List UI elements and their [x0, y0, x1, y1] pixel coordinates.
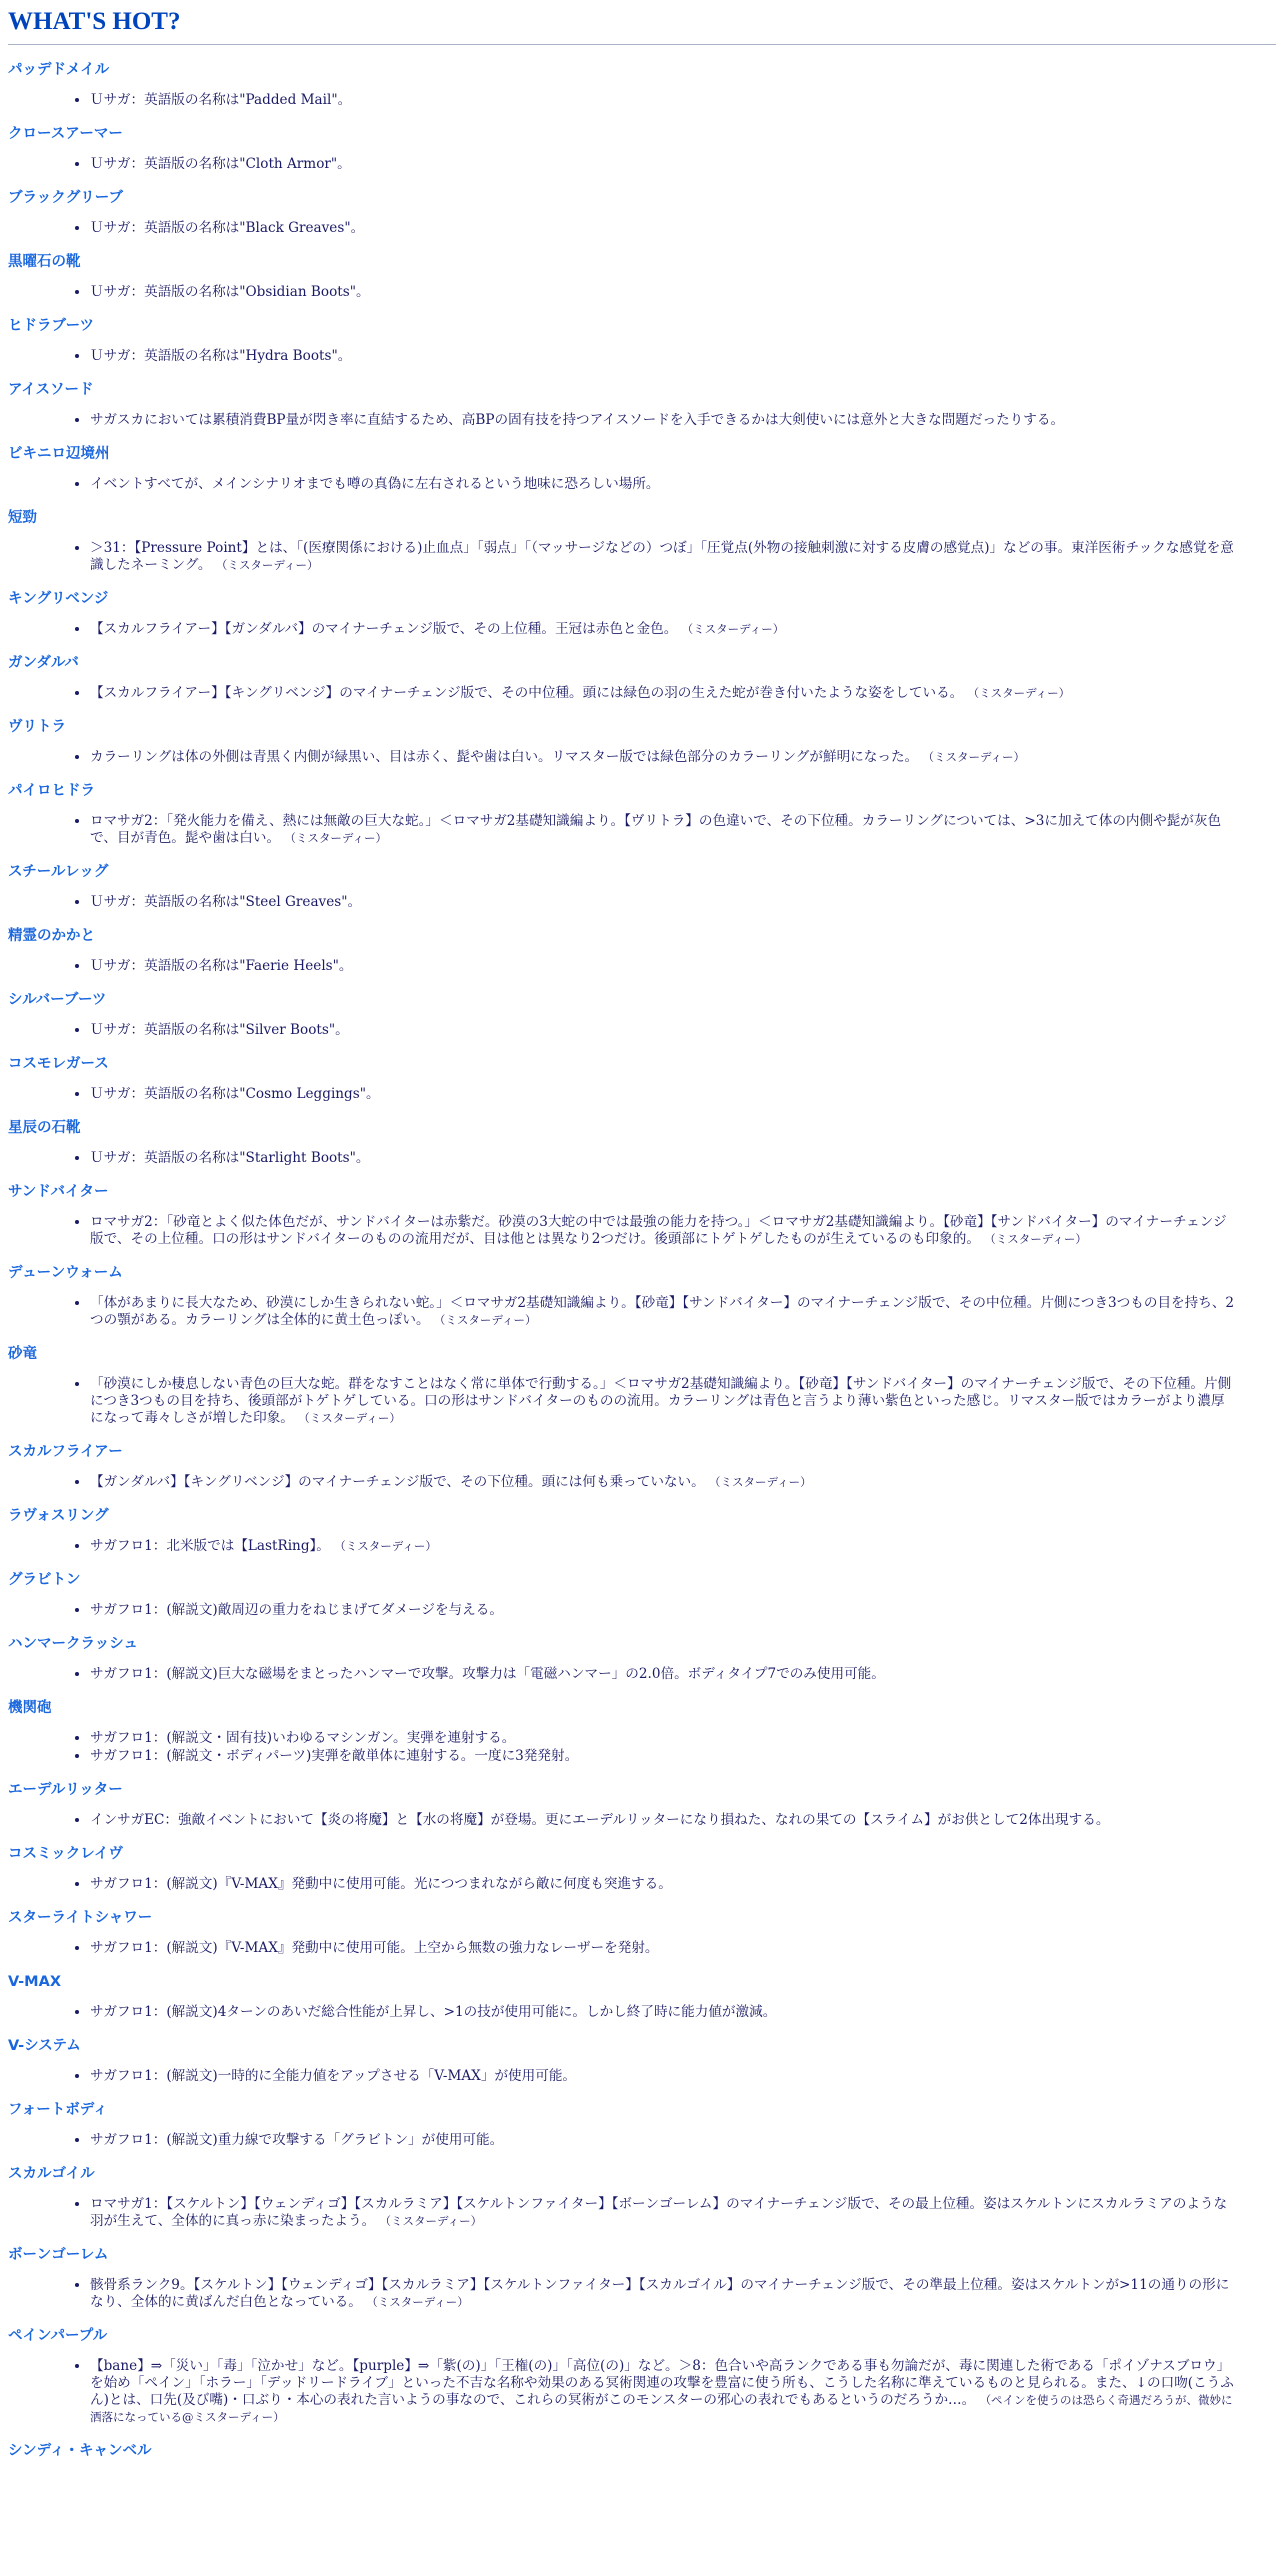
- glossary-entry: [8, 1442, 1276, 1491]
- entry-description-item: [90, 1812, 1276, 1829]
- entry-description-item: [90, 476, 1276, 493]
- entry-description-item: [90, 220, 1276, 237]
- glossary-entry: [8, 1972, 1276, 2021]
- entry-term-link[interactable]: ガンダルバ: [8, 655, 79, 671]
- entry-description-text: Ｕサガ：英語版の名称は"Starlight Boots"。: [90, 1150, 370, 1166]
- entry-description-item: [90, 412, 1276, 429]
- entry-description-list: [8, 2004, 1276, 2021]
- glossary-entry: [8, 2326, 1276, 2426]
- glossary-entry: [8, 508, 1276, 574]
- entry-author-note: （ミスターディー）: [967, 686, 1071, 700]
- entry-term-link[interactable]: クロースアーマー: [8, 126, 123, 142]
- entry-description-text: Ｕサガ：英語版の名称は"Padded Mail"。: [90, 92, 352, 108]
- glossary-entry: [8, 717, 1276, 766]
- entry-description-item: [90, 2277, 1276, 2311]
- entry-term-link[interactable]: シルバーブーツ: [8, 992, 107, 1008]
- glossary-entry: [8, 781, 1276, 847]
- entry-description-text: インサガEC：強敵イベントにおいて【炎の将魔】と【水の将魔】が登場。更にエーデルリッターになり損ねた、なれの果ての【スライム】がお供として2体出現する。: [90, 1812, 1110, 1828]
- entry-description-item: [90, 685, 1276, 702]
- entry-term-link[interactable]: 機関砲: [8, 1700, 52, 1716]
- entry-term-link[interactable]: コスミックレイヴ: [8, 1846, 123, 1862]
- entry-description-text: 【スカルフライアー】【キングリベンジ】のマイナーチェンジ版で、その中位種。頭には緑色の羽の生えた蛇が巻き付いたような姿をしている。: [90, 685, 964, 701]
- entry-description-list: [8, 1538, 1276, 1555]
- entry-description-text: サガフロ1：(解説文)『V-MAX』発動中に使用可能。光につつまれながら敵に何度も突進する。: [90, 1876, 672, 1892]
- entry-description-text: サガフロ1：(解説文)4ターンのあいだ総合性能が上昇し、>1の技が使用可能に。しかし終了時に能力値が激減。: [90, 2004, 777, 2020]
- entry-term-link[interactable]: ビキニロ辺境州: [8, 446, 110, 462]
- entry-term-link[interactable]: ブラックグリーブ: [8, 190, 123, 206]
- entry-term-link[interactable]: ペインパープル: [8, 2328, 108, 2344]
- entry-description-text: 「砂漠にしか棲息しない青色の巨大な蛇。群をなすことはなく常に単体で行動する。」＜ロマサガ2基礎知識編より。【砂竜】【サンドバイター】のマイナーチェンジ版で、その下位種。片側につき3つもの目を持ち、後頭部がトゲトゲしている。口の形はサンドバイターのものの流用。カラーリングは青色と言うより薄い紫色といった感じ。リマスター版ではカラーがより濃厚になって毒々しさが増した印象。: [90, 1376, 1232, 1426]
- entry-term-link[interactable]: ヴリトラ: [8, 719, 66, 735]
- entry-description-text: 【ガンダルバ】【キングリベンジ】のマイナーチェンジ版で、その下位種。頭には何も乗っていない。: [90, 1474, 705, 1490]
- glossary-entry: [8, 1634, 1276, 1683]
- entry-description-list: [8, 1022, 1276, 1039]
- entry-description-list: [8, 1295, 1276, 1329]
- entry-description-list: [8, 1376, 1276, 1427]
- entry-description-item: [90, 1748, 1276, 1765]
- entry-term-link[interactable]: 精霊のかかと: [8, 928, 95, 944]
- entry-description-text: Ｕサガ：英語版の名称は"Hydra Boots"。: [90, 348, 352, 364]
- glossary-entry: [8, 2441, 1276, 2461]
- entry-description-list: [8, 685, 1276, 702]
- entry-description-item: [90, 1150, 1276, 1167]
- entry-description-item: [90, 1940, 1276, 1957]
- entry-description-list: [8, 348, 1276, 365]
- entry-description-text: 【スカルフライアー】【ガンダルバ】のマイナーチェンジ版で、その上位種。王冠は赤色と金色。: [90, 621, 678, 637]
- entry-description-list: [8, 958, 1276, 975]
- entry-description-list: [8, 2068, 1276, 2085]
- glossary-entry: [8, 1698, 1276, 1765]
- entry-description-item: [90, 958, 1276, 975]
- entry-description-item: [90, 284, 1276, 301]
- entry-term-link[interactable]: 星辰の石靴: [8, 1120, 81, 1136]
- entry-description-item: [90, 1295, 1276, 1329]
- entry-author-note: （ペインを使うのは恐らく奇遇だろうが、微妙に洒落になっている@ミスターディー）: [90, 2393, 1233, 2424]
- entry-description-list: [8, 284, 1276, 301]
- entry-term-link[interactable]: スターライトシャワー: [8, 1910, 153, 1926]
- entry-term-link[interactable]: スカルゴイル: [8, 2166, 95, 2182]
- entry-description-item: [90, 1086, 1276, 1103]
- entry-description-list: [8, 220, 1276, 237]
- entry-description-item: [90, 749, 1276, 766]
- entry-description-text: Ｕサガ：英語版の名称は"Cosmo Leggings"。: [90, 1086, 380, 1102]
- entry-description-item: [90, 2132, 1276, 2149]
- entry-term-link[interactable]: 砂竜: [8, 1346, 37, 1362]
- entry-description-list: [8, 1086, 1276, 1103]
- entry-description-list: [8, 1150, 1276, 1167]
- entry-author-note: （ミスターディー）: [215, 558, 319, 572]
- entry-author-note: （ミスターディー）: [379, 2214, 483, 2228]
- entry-description-item: [90, 348, 1276, 365]
- entry-author-note: （ミスターディー）: [366, 2295, 469, 2309]
- entry-description-list: [8, 813, 1276, 847]
- entry-term-link[interactable]: フォートボディ: [8, 2102, 108, 2118]
- entry-description-list: [8, 2132, 1276, 2149]
- entry-description-text: サガフロ1：(解説文・固有技)いわゆるマシンガン。実弾を連射する。: [90, 1730, 516, 1746]
- entry-description-text: Ｕサガ：英語版の名称は"Cloth Armor"。: [90, 156, 351, 172]
- glossary-entry: [8, 926, 1276, 975]
- entry-description-item: [90, 1730, 1276, 1747]
- glossary-entry: [8, 444, 1276, 493]
- entry-term-link[interactable]: ハンマークラッシュ: [8, 1636, 138, 1652]
- glossary-entry: [8, 1054, 1276, 1103]
- entry-description-item: [90, 1022, 1276, 1039]
- glossary-entry: [8, 2164, 1276, 2230]
- glossary-entry: [8, 1263, 1276, 1329]
- glossary-entry: [8, 188, 1276, 237]
- entry-author-note: （ミスターディー）: [298, 1411, 401, 1425]
- entry-description-text: ロマサガ1：【スケルトン】【ウェンディゴ】【スカルラミア】【スケルトンファイター】【ボーンゴーレム】のマイナーチェンジ版で、その最上位種。姿はスケルトンにスカルラミアのような羽が生えて、全体的に真っ赤に染まったよう。: [90, 2196, 1228, 2229]
- entry-term-link[interactable]: パイロヒドラ: [8, 783, 95, 799]
- entry-description-list: [8, 894, 1276, 911]
- entry-description-list: [8, 1474, 1276, 1491]
- entry-description-text: イベントすべてが、メインシナリオまでも噂の真偽に左右されるという地味に恐ろしい場所。: [90, 476, 660, 492]
- entry-description-list: [8, 476, 1276, 493]
- entry-description-text: Ｕサガ：英語版の名称は"Steel Greaves"。: [90, 894, 362, 910]
- glossary-entry: [8, 1344, 1276, 1427]
- entry-description-list: [8, 749, 1276, 766]
- entry-term-link[interactable]: ラヴォスリング: [8, 1508, 109, 1524]
- entry-description-text: ロマサガ2：「砂竜とよく似た体色だが、サンドバイターは赤紫だ。砂漠の3大蛇の中では最強の能力を持つ。」＜ロマサガ2基礎知識編より。【砂竜】【サンドバイター】のマイナーチェンジ版で、その上位種。口の形はサンドバイターのものの流用だが、目は他とは異なり2つだけ。後頭部にトゲトゲしたものが生えているのも印象的。: [90, 1214, 1227, 1247]
- entry-description-item: [90, 1474, 1276, 1491]
- entry-description-text: Ｕサガ：英語版の名称は"Obsidian Boots"。: [90, 284, 370, 300]
- glossary-entry: [8, 1182, 1276, 1248]
- entry-description-text: サガスカにおいては累積消費BP量が閃き率に直結するため、高BPの固有技を持つアイスソードを入手できるかは大剣使いには意外と大きな問題だったりする。: [90, 412, 1065, 428]
- glossary-entry: [8, 1506, 1276, 1555]
- entry-term-link[interactable]: V-システム: [8, 2038, 81, 2054]
- entry-term-link[interactable]: シンディ・キャンベル: [8, 2443, 152, 2459]
- entry-description-text: Ｕサガ：英語版の名称は"Faerie Heels"。: [90, 958, 353, 974]
- entry-description-list: [8, 2277, 1276, 2311]
- entry-term-link[interactable]: アイスソード: [8, 382, 94, 398]
- glossary-entry: [8, 2100, 1276, 2149]
- entry-term-link[interactable]: パッデドメイル: [8, 62, 110, 78]
- entry-term-link[interactable]: キングリベンジ: [8, 591, 109, 607]
- entry-description-text: カラーリングは体の外側は青黒く内側が緑黒い、目は赤く、髭や歯は白い。リマスター版では緑色部分のカラーリングが鮮明になった。: [90, 749, 919, 765]
- entry-description-item: [90, 92, 1276, 109]
- entry-description-item: [90, 1876, 1276, 1893]
- glossary-entry: [8, 862, 1276, 911]
- entry-description-text: ロマサガ2：「発火能力を備え、熱には無敵の巨大な蛇。」＜ロマサガ2基礎知識編より。【ヴリトラ】の色違いで、その下位種。カラーリングについては、>3に加えて体の内側や髭が灰色で、目が青色。髭や歯は白い。: [90, 813, 1222, 846]
- entry-term-link[interactable]: 短勁: [8, 510, 37, 526]
- entry-description-item: [90, 2358, 1276, 2426]
- entry-author-note: （ミスターディー）: [334, 1539, 437, 1553]
- glossary-entry: [8, 380, 1276, 429]
- entry-description-text: 「体があまりに長大なため、砂漠にしか生きられない蛇。」＜ロマサガ2基礎知識編より。【砂竜】【サンドバイター】のマイナーチェンジ版で、その中位種。片側につき3つもの目を持ち、2つの顎がある。カラーリングは全体的に黄土色っぽい。: [90, 1295, 1235, 1328]
- entry-term-link[interactable]: ボーンゴーレム: [8, 2247, 109, 2263]
- entry-term-link[interactable]: 黒曜石の靴: [8, 254, 81, 270]
- glossary-entry: [8, 60, 1276, 109]
- glossary-entry: [8, 1844, 1276, 1893]
- glossary-entry: [8, 589, 1276, 638]
- entry-description-text: サガフロ1：(解説文)敵周辺の重力をねじまげてダメージを与える。: [90, 1602, 503, 1618]
- entry-description-text: Ｕサガ：英語版の名称は"Silver Boots"。: [90, 1022, 349, 1038]
- entry-description-list: [8, 1666, 1276, 1683]
- entry-description-item: [90, 2196, 1276, 2230]
- glossary-entry: [8, 2245, 1276, 2311]
- glossary-entry: [8, 1908, 1276, 1957]
- entry-term-link[interactable]: コスモレガース: [8, 1056, 109, 1072]
- glossary-entry: [8, 2036, 1276, 2085]
- entry-author-note: （ミスターディー）: [709, 1475, 812, 1489]
- glossary-entry: [8, 316, 1276, 365]
- glossary-entry: [8, 653, 1276, 702]
- entry-author-note: （ミスターディー）: [984, 1232, 1087, 1246]
- entry-description-item: [90, 1666, 1276, 1683]
- entry-description-list: [8, 1812, 1276, 1829]
- glossary-entry: [8, 124, 1276, 173]
- glossary-entry: [8, 1118, 1276, 1167]
- entry-author-note: （ミスターディー）: [922, 750, 1026, 764]
- entry-description-item: [90, 894, 1276, 911]
- entry-description-text: サガフロ1：(解説文)一時的に全能力値をアップさせる「V-MAX」が使用可能。: [90, 2068, 577, 2084]
- entry-author-note: （ミスターディー）: [681, 622, 785, 636]
- entry-description-list: [8, 2358, 1276, 2426]
- entry-description-text: サガフロ1：(解説文)『V-MAX』発動中に使用可能。上空から無数の強力なレーザーを発射。: [90, 1940, 659, 1956]
- entry-term-link[interactable]: スカルフライアー: [8, 1444, 123, 1460]
- entry-description-item: [90, 2068, 1276, 2085]
- entry-description-text: 【bane】⇒「災い」「毒」「泣かせ」など。【purple】⇒「紫(の)」「王権(の)」「高位(の)」など。＞8：色合いや高ランクである事も勿論だが、毒に関連した術である「ポイゾナスブロウ」を始め「ペイン」「ホラー」「デッドリードライブ」といった不吉な名称や効果のある冥術関連の攻撃を豊富に使う所も、こうした名称に準えているものと見られる。また、↓の口吻(こうふん)とは、口先(及び嘴)・口ぶり・本心の表れた言いようの事なので、これらの冥術がこのモンスターの邪心の表れでもあるというのだろうか…。: [90, 2358, 1234, 2408]
- entry-description-list: [8, 621, 1276, 638]
- entry-description-list: [8, 92, 1276, 109]
- entry-description-list: [8, 412, 1276, 429]
- entry-description-text: サガフロ1：北米版では【LastRing】。: [90, 1538, 330, 1554]
- entry-description-list: [8, 1214, 1276, 1248]
- entry-description-item: [90, 1602, 1276, 1619]
- entry-description-item: [90, 1376, 1276, 1427]
- page-title: WHAT'S HOT?: [8, 8, 1276, 45]
- entry-description-text: ＞31：【Pressure Point】とは、「(医療関係における)止血点」「弱点」「（マッサージなどの）つぼ」「圧覚点(外物の接触刺激に対する皮膚の感覚点)」などの事。東洋医術チックな感覚を意識したネーミング。: [90, 540, 1234, 573]
- entry-description-text: サガフロ1：(解説文)巨大な磁場をまとったハンマーで攻撃。攻撃力は「電磁ハンマー」の2.0倍。ボディタイプ7でのみ使用可能。: [90, 1666, 885, 1682]
- entry-description-list: [8, 1730, 1276, 1765]
- entry-description-item: [90, 540, 1276, 574]
- entry-description-list: [8, 1940, 1276, 1957]
- entry-term-link[interactable]: ヒドラブーツ: [8, 318, 94, 334]
- entry-list: [8, 60, 1276, 2461]
- entry-description-list: [8, 1876, 1276, 1893]
- glossary-entry: [8, 990, 1276, 1039]
- entry-term-link[interactable]: V-MAX: [8, 1974, 62, 1990]
- entry-description-item: [90, 621, 1276, 638]
- entry-description-item: [90, 1538, 1276, 1555]
- entry-author-note: （ミスターディー）: [284, 831, 387, 845]
- entry-description-text: サガフロ1：(解説文・ボディパーツ)実弾を敵単体に連射する。一度に3発発射。: [90, 1748, 579, 1764]
- entry-author-note: （ミスターディー）: [433, 1313, 537, 1327]
- entry-term-link[interactable]: グラビトン: [8, 1572, 81, 1588]
- entry-term-link[interactable]: サンドバイター: [8, 1184, 109, 1200]
- entry-description-item: [90, 813, 1276, 847]
- entry-term-link[interactable]: エーデルリッター: [8, 1782, 123, 1798]
- entry-description-text: Ｕサガ：英語版の名称は"Black Greaves"。: [90, 220, 365, 236]
- glossary-entry: [8, 1570, 1276, 1619]
- entry-description-list: [8, 1602, 1276, 1619]
- entry-description-item: [90, 2004, 1276, 2021]
- glossary-entry: [8, 252, 1276, 301]
- entry-description-list: [8, 540, 1276, 574]
- entry-description-text: サガフロ1：(解説文)重力線で攻撃する「グラビトン」が使用可能。: [90, 2132, 504, 2148]
- entry-description-item: [90, 1214, 1276, 1248]
- entry-description-item: [90, 156, 1276, 173]
- entry-term-link[interactable]: スチールレッグ: [8, 864, 109, 880]
- glossary-entry: [8, 1780, 1276, 1829]
- entry-description-text: 骸骨系ランク9。【スケルトン】【ウェンディゴ】【スカルラミア】【スケルトンファイター】【スカルゴイル】のマイナーチェンジ版で、その準最上位種。姿はスケルトンが>11の通りの形になり、全体的に黄ばんだ白色となっている。: [90, 2277, 1230, 2310]
- entry-term-link[interactable]: デューンウォーム: [8, 1265, 123, 1281]
- entry-description-list: [8, 2196, 1276, 2230]
- entry-description-list: [8, 156, 1276, 173]
